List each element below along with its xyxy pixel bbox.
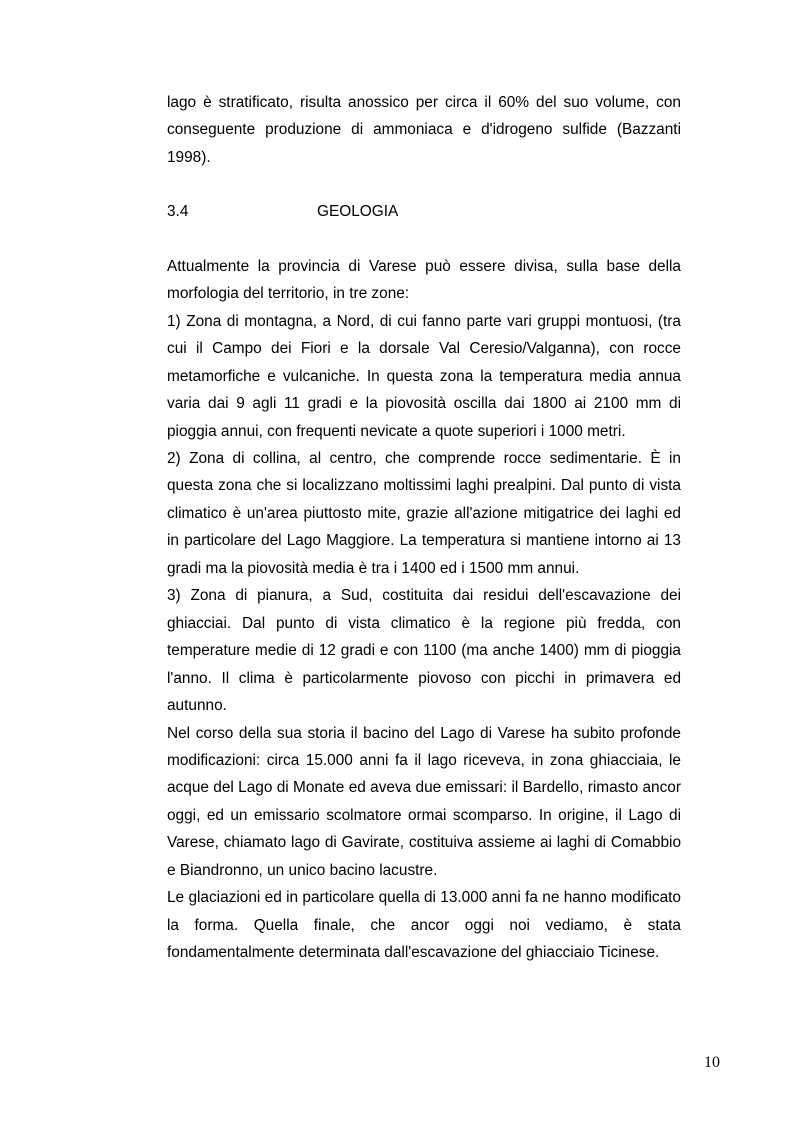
page-number: 10 (704, 1054, 720, 1071)
paragraph-glaciations: Le glaciazioni ed in particolare quella di 13.000 anni fa ne hanno modificato la forma. Quella finale, che ancor oggi noi vediamo, è stata fondamentalmente determinata dall'escavazione del ghiacciaio Ticinese. (167, 889, 681, 962)
section-heading (167, 198, 681, 225)
paragraph-zone-plain: 3) Zona di pianura, a Sud, costituita dai residui dell'escavazione dei ghiacciai. Dal punto di vista climatico è la regione più fredda, con temperature medie di 12 gradi e con 1100 (ma anche 1400) mm di pioggia l'anno. Il clima è particolarmente piovoso con picchi in primavera ed autunno. (167, 587, 681, 715)
paragraph-basin-history: Nel corso della sua storia il bacino del Lago di Varese ha subito profonde modificazioni: circa 15.000 anni fa il lago riceveva, in zona ghiacciaia, le acque del Lago di Monate ed aveva due emissari: il Bardello, rimasto ancor oggi, ed un emissario scolmatore ormai scomparso. In origine, il Lago di Varese, chiamato lago di Gavirate, costituiva assieme ai laghi di Comabbio e Biandronno, un unico bacino lacustre. (167, 724, 681, 879)
paragraph-intro-zones: Attualmente la provincia di Varese può essere divisa, sulla base della morfologia del territorio, in tre zone: (167, 257, 681, 303)
paragraph-zone-mountain: 1) Zona di montagna, a Nord, di cui fanno parte vari gruppi montuosi, (tra cui il Campo dei Fiori e la dorsale Val Ceresio/Valganna), con rocce metamorfiche e vulcaniche. In questa zona la temperatura media annua varia dai 9 agli 11 gradi e la piovosità oscilla dai 1800 ai 2100 mm di pioggia annui, con frequenti nevicate a quote superiori i 1000 metri. (167, 312, 681, 440)
document-body (167, 89, 681, 967)
section-title: GEOLOGIA (317, 203, 399, 221)
section-number: 3.4 (167, 203, 189, 221)
paragraph-lake-stratification: lago è stratificato, risulta anossico per circa il 60% del suo volume, con conseguente produzione di ammoniaca e d'idrogeno sulfide (Bazzanti 1998). (167, 94, 681, 166)
paragraph-zone-hill: 2) Zona di collina, al centro, che comprende rocce sedimentarie. È in questa zona che si localizzano moltissimi laghi prealpini. Dal punto di vista climatico è un'area piuttosto mite, grazie all'azione mitigatrice dei laghi ed in particolare del Lago Maggiore. La temperatura si mantiene intorno ai 13 gradi ma la piovosità media è tra i 1400 ed i 1500 mm annui. (167, 449, 681, 577)
